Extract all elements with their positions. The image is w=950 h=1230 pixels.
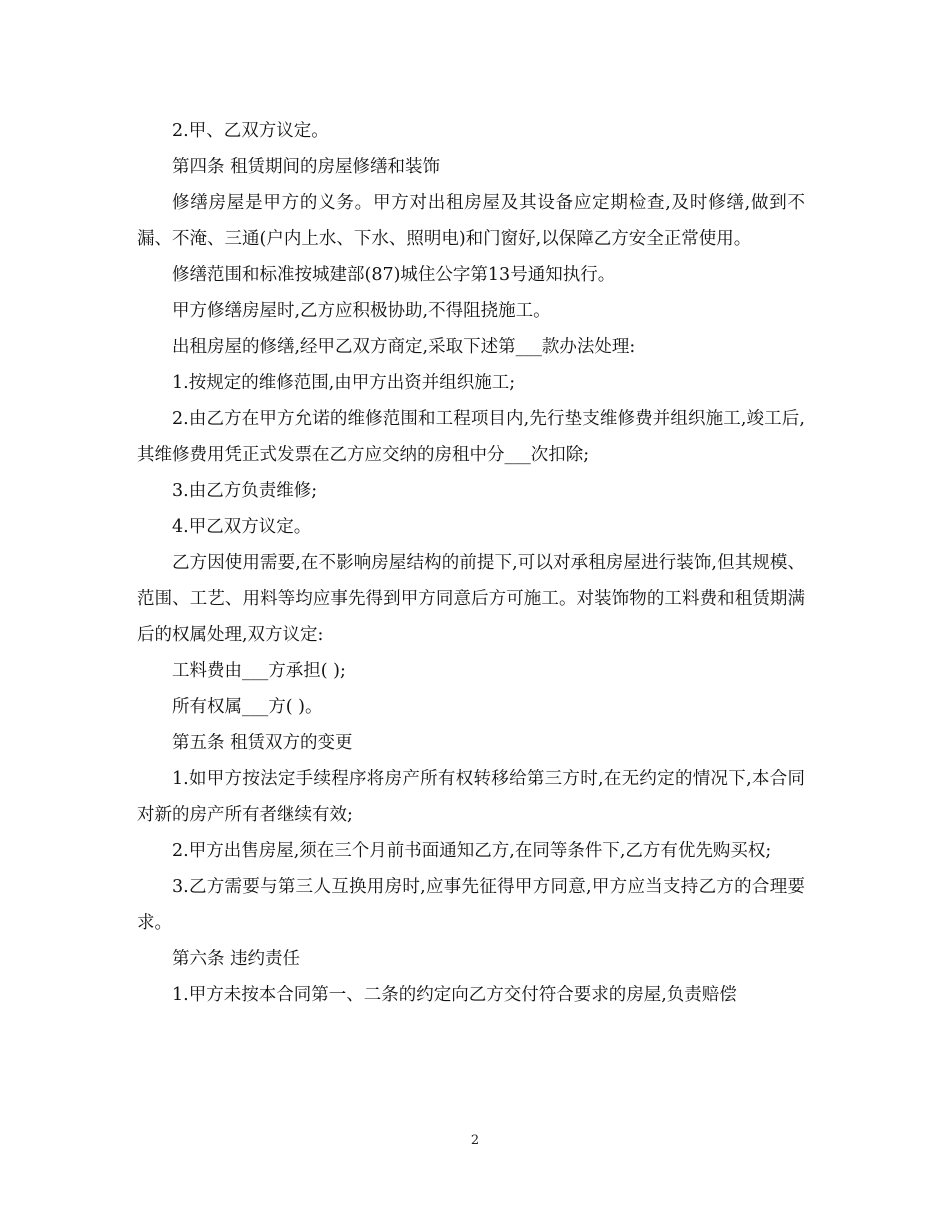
paragraph-repair-duty: 修缮房屋是甲方的义务。甲方对出租房屋及其设备应定期检查,及时修缮,做到不漏、不淹、三通(户内上水、下水、照明电)和门窗好,以保障乙方安全正常使用。: [137, 193, 805, 249]
paragraph-tenant-cooperation: 甲方修缮房屋时,乙方应积极协助,不得阻挠施工。: [172, 301, 551, 321]
paragraph-item-2: 2.甲、乙双方议定。: [172, 121, 329, 141]
page-number: 2: [470, 1133, 480, 1148]
paragraph-decoration: 乙方因使用需要,在不影响房屋结构的前提下,可以对承租房屋进行装饰,但其规模、范围、工艺、用料等均应事先得到甲方同意后方可施工。对装饰物的工料费和租赁期满后的权属处理,双方议定:: [137, 553, 805, 645]
paragraph-material-cost: 工料费由___方承担( );: [172, 661, 346, 681]
paragraph-ownership: 所有权属___方( )。: [172, 697, 323, 717]
paragraph-change-1: 1.如甲方按法定手续程序将房产所有权转移给第三方时,在无约定的情况下,本合同对新的房产所有者继续有效;: [137, 769, 805, 825]
paragraph-repair-method: 出租房屋的修缮,经甲乙双方商定,采取下述第___款办法处理:: [172, 337, 636, 357]
paragraph-change-3: 3.乙方需要与第三人互换用房时,应事先征得甲方同意,甲方应当支持乙方的合理要求。: [137, 877, 805, 933]
paragraph-option-1: 1.按规定的维修范围,由甲方出资并组织施工;: [172, 373, 516, 393]
paragraph-option-4: 4.甲乙双方议定。: [172, 517, 312, 537]
paragraph-breach-1: 1.甲方未按本合同第一、二条的约定向乙方交付符合要求的房屋,负责赔偿: [172, 985, 737, 1005]
section-heading-article-5: 第五条 租赁双方的变更: [172, 733, 353, 753]
document-body: [137, 113, 805, 1013]
paragraph-option-2: 2.由乙方在甲方允诺的维修范围和工程项目内,先行垫支维修费并组织施工,竣工后,其维修费用凭正式发票在乙方应交纳的房租中分___次扣除;: [137, 409, 805, 465]
paragraph-change-2: 2.甲方出售房屋,须在三个月前书面通知乙方,在同等条件下,乙方有优先购买权;: [172, 841, 772, 861]
section-heading-article-6: 第六条 违约责任: [172, 949, 301, 969]
paragraph-repair-standard: 修缮范围和标准按城建部(87)城住公字第13号通知执行。: [172, 265, 616, 285]
section-heading-article-4: 第四条 租赁期间的房屋修缮和装饰: [172, 157, 441, 177]
paragraph-option-3: 3.由乙方负责维修;: [172, 481, 318, 501]
